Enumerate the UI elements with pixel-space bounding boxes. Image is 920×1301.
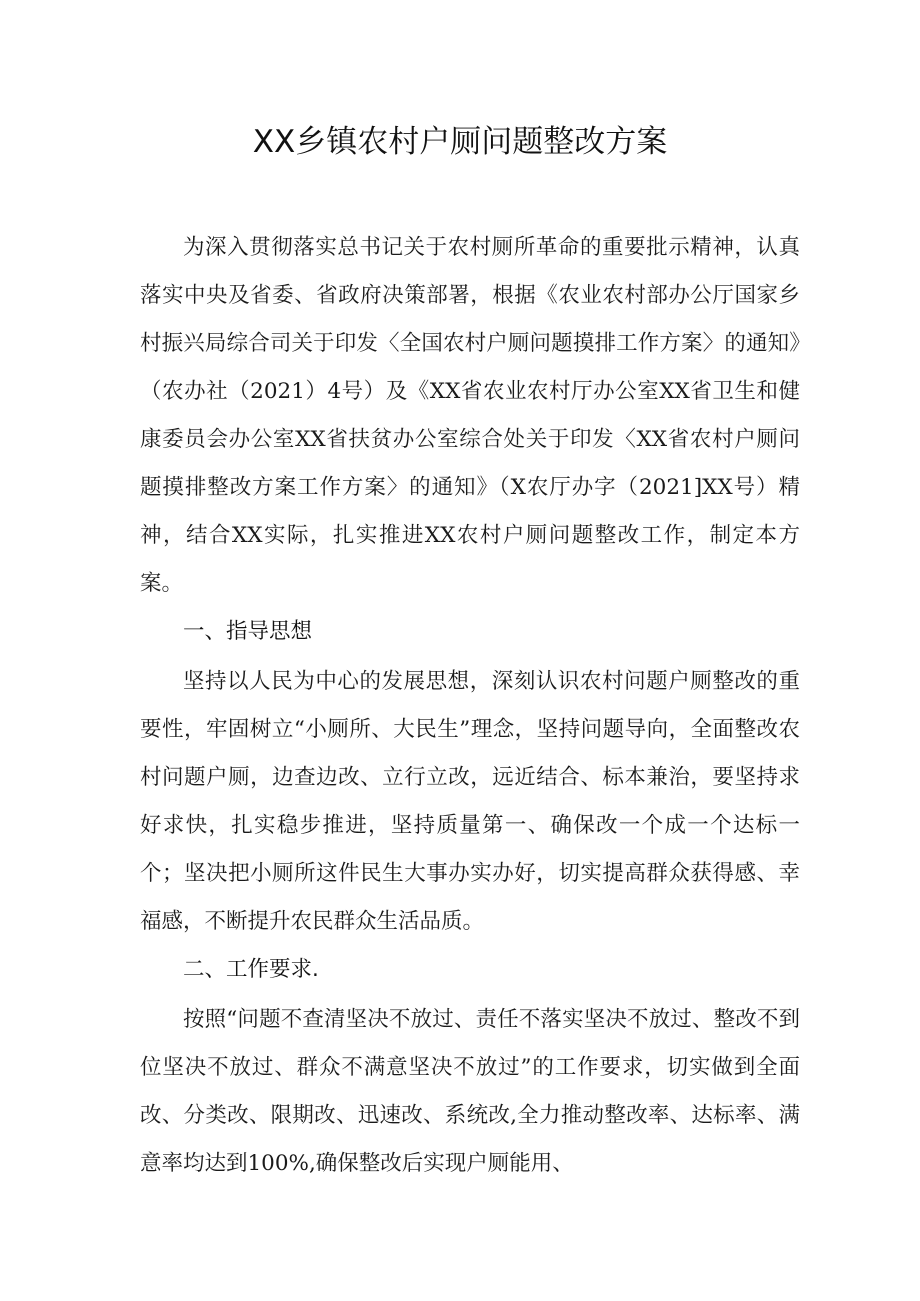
document-title: XX乡镇农村户厕问题整改方案 xyxy=(252,124,668,160)
guiding-thought-paragraph: 坚持以人民为中心的发展思想，深刻认识农村问题户厕整改的重要性，牢固树立“小厕所、大民生”理念，坚持问题导向，全面整改农村问题户厕，边查边改、立行立改，远近结合、标本兼治，要坚持求好求快，扎实稳步推进，坚持质量第一、确保改一个成一个达标一个；坚决把小厕所这件民生大事办实办好，切实提高群众获得感、幸福感，不断提升农民群众生活品质。 xyxy=(140,669,800,934)
section-heading-guiding-thought: 一、指导思想 xyxy=(183,619,313,644)
work-requirements-paragraph: 按照“问题不查清坚决不放过、责任不落实坚决不放过、整改不到位坚决不放过、群众不满意坚决不放过”的工作要求，切实做到全面改、分类改、限期改、迅速改、系统改,全力推动整改率、达标率、满意率均达到100%,确保整改后实现户厕能用、 xyxy=(140,1007,800,1176)
section-heading-work-requirements: 二、工作要求. xyxy=(183,957,319,982)
intro-paragraph: 为深入贯彻落实总书记关于农村厕所革命的重要批示精神，认真落实中央及省委、省政府决策部署，根据《农业农村部办公厅国家乡村振兴局综合司关于印发〈全国农村户厕问题摸排工作方案〉的通知》（农办社（2021）4号）及《XX省农业农村厅办公室XX省卫生和健康委员会办公室XX省扶贫办公室综合处关于印发〈XX省农村户厕问题摸排整改方案工作方案〉的通知》（X农厅办字（2021]XX号）精神，结合XX实际，扎实推进XX农村户厕问题整改工作，制定本方案。 xyxy=(140,235,800,596)
